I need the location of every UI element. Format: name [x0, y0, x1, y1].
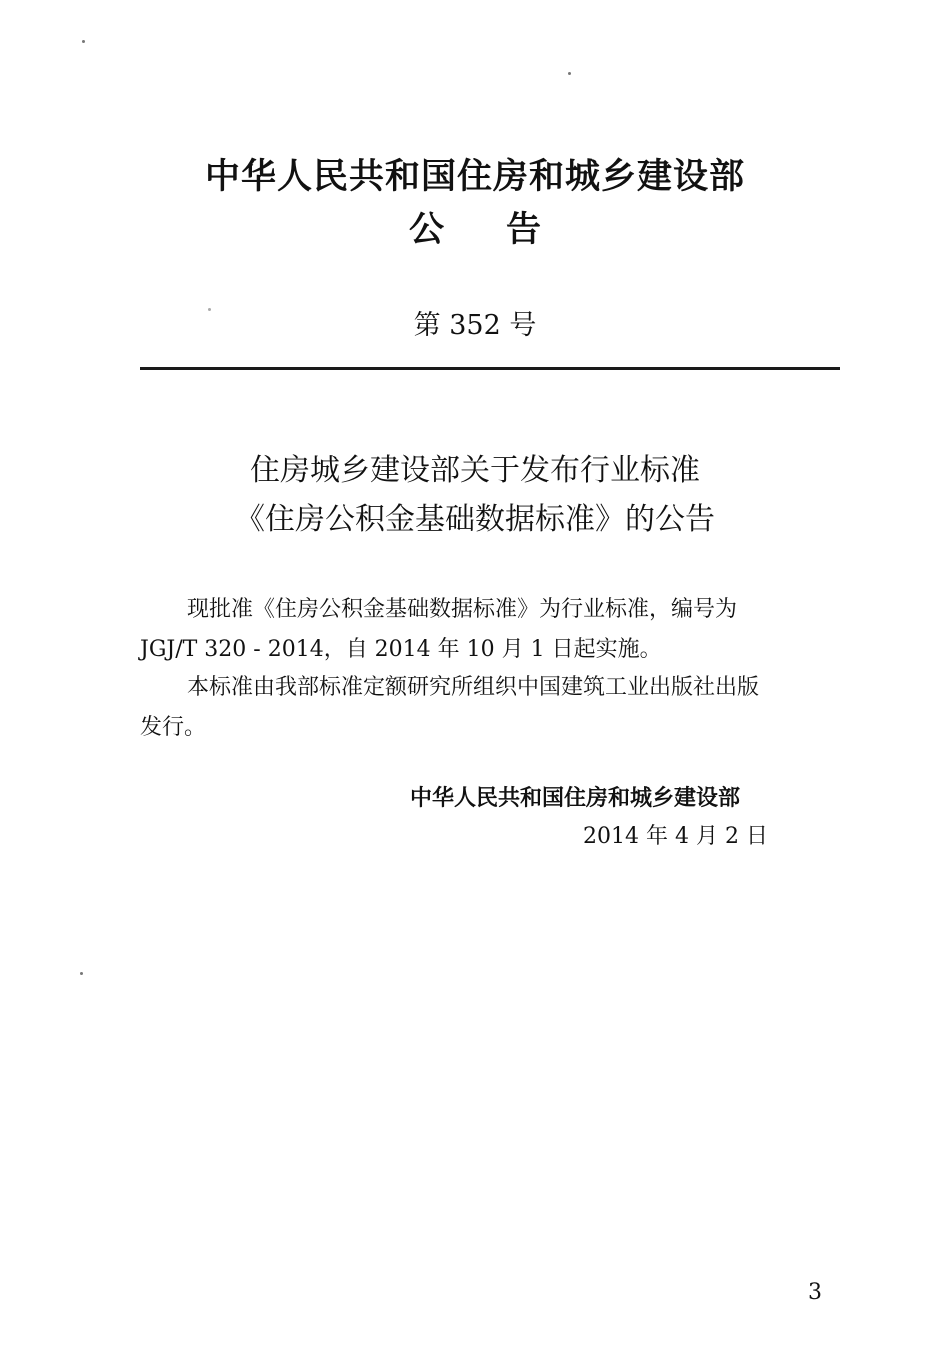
document-number: 第 352 号	[413, 310, 537, 341]
scan-speck	[82, 40, 85, 43]
body-paragraph-2	[140, 668, 840, 748]
scan-speck	[208, 308, 211, 311]
body-paragraph-1	[140, 590, 840, 670]
scan-speck	[80, 972, 83, 975]
issuer-title: 中华人民共和国住房和城乡建设部	[204, 157, 745, 197]
body-paragraph-1-line-1: 现批准《住房公积金基础数据标准》为行业标准，编号为	[187, 597, 738, 622]
announcement-heading-line-2: 《住房公积金基础数据标准》的公告	[235, 502, 715, 537]
header-divider	[140, 367, 840, 370]
scan-speck	[568, 72, 571, 75]
body-paragraph-1-line-2: JGJ/T 320 - 2014，自 2014 年 10 月 1 日起实施。	[140, 637, 662, 662]
signature-issuer: 中华人民共和国住房和城乡建设部	[410, 786, 741, 811]
signature-date: 2014 年 4 月 2 日	[583, 824, 768, 849]
page-number: 3	[808, 1280, 822, 1305]
body-paragraph-2-line-2: 发行。	[140, 715, 207, 740]
body-paragraph-2-line-1: 本标准由我部标准定额研究所组织中国建筑工业出版社出版	[187, 675, 760, 700]
document-type: 公告	[408, 210, 603, 250]
announcement-heading-line-1: 住房城乡建设部关于发布行业标准	[250, 453, 700, 488]
